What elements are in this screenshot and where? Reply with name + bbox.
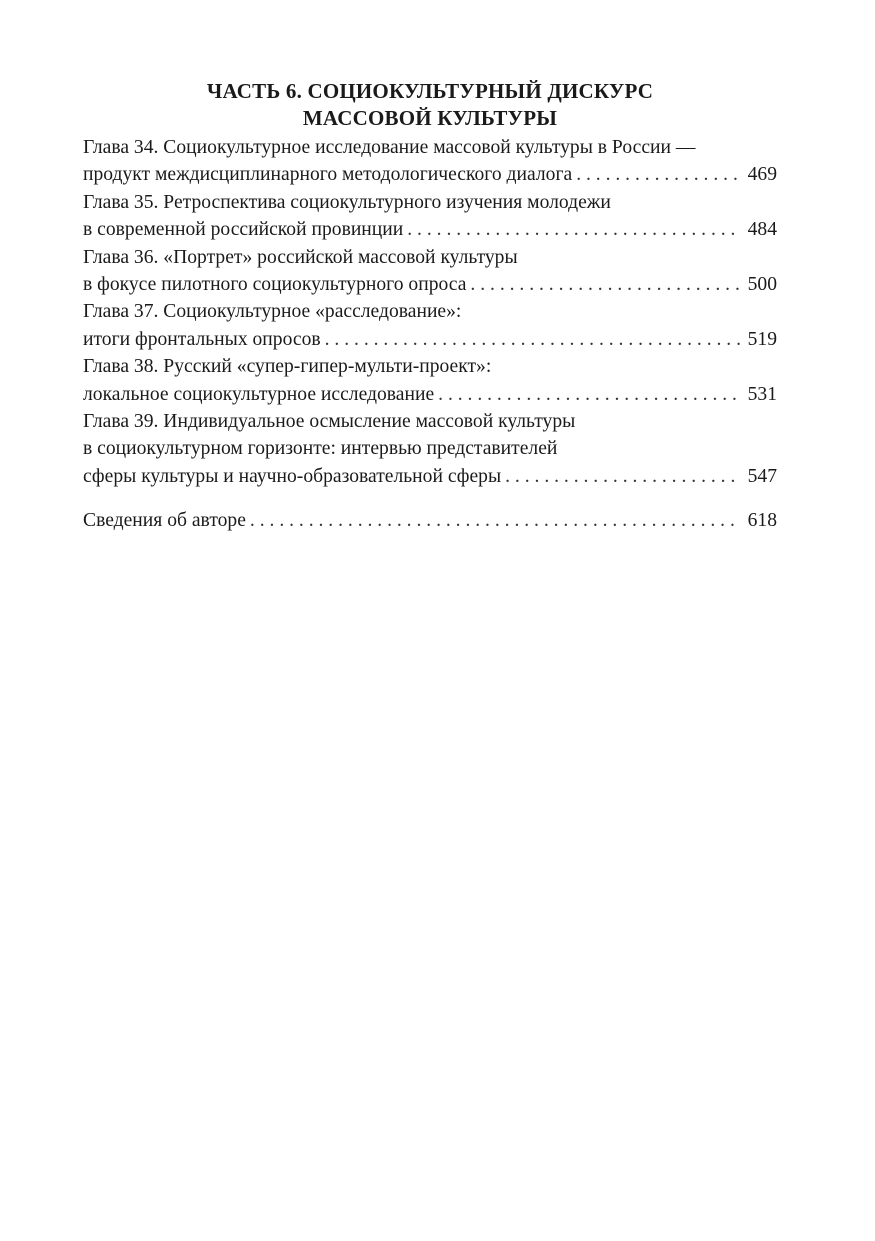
toc-entry-last-line: [83, 507, 777, 534]
toc-entry-title-line: Глава 36. «Портрет» российской массовой культуры: [83, 246, 518, 268]
toc-entry-last-line: [83, 216, 777, 243]
dot-leader: [470, 271, 741, 298]
part-title-line-2: МАССОВОЙ КУЛЬТУРЫ: [302, 106, 558, 130]
toc-entry-title-end: продукт междисциплинарного методологического диалога: [83, 164, 573, 186]
toc-entry-chapter-39[interactable]: [83, 408, 777, 490]
toc-entry-title-line: Глава 35. Ретроспектива социокультурного изучения молодежи: [83, 191, 611, 213]
dot-leader: [250, 507, 741, 534]
toc-entry-title-line: Глава 39. Индивидуальное осмысление массовой культуры: [83, 411, 576, 433]
toc-entry-last-line: [83, 326, 777, 353]
toc-entry-title-end: в фокусе пилотного социокультурного опроса: [83, 274, 467, 296]
toc-page: [83, 78, 777, 535]
toc-entry-title-end: Сведения об авторе: [83, 510, 246, 532]
toc-entry-title-end: в современной российской провинции: [83, 219, 404, 241]
toc-entry-last-line: [83, 463, 777, 490]
toc-entry-title-end: локальное социокультурное исследование: [83, 383, 435, 405]
toc-page-number: 547: [747, 465, 777, 487]
toc-entry-chapter-36[interactable]: [83, 244, 777, 299]
toc-entry-title-line: Глава 37. Социокультурное «расследование»:: [83, 301, 462, 323]
toc-entry-last-line: [83, 161, 777, 188]
part-title-line-1: ЧАСТЬ 6. СОЦИОКУЛЬТУРНЫЙ ДИСКУРС: [206, 79, 654, 103]
toc-page-number: 531: [747, 383, 777, 405]
toc-entry-chapter-37[interactable]: [83, 298, 777, 353]
part-title: [83, 78, 777, 132]
table-of-contents: [83, 134, 777, 535]
dot-leader: [505, 463, 741, 490]
toc-page-number: 469: [747, 164, 777, 186]
dot-leader: [438, 381, 741, 408]
toc-page-number: 519: [747, 328, 777, 350]
toc-entry-title-end: сферы культуры и научно-образовательной сферы: [83, 465, 502, 487]
toc-entry-title-end: итоги фронтальных опросов: [83, 328, 321, 350]
toc-entry-last-line: [83, 271, 777, 298]
toc-page-number: 618: [747, 510, 777, 532]
toc-entry-last-line: [83, 381, 777, 408]
dot-leader: [407, 216, 741, 243]
dot-leader: [576, 161, 741, 188]
toc-page-number: 500: [747, 274, 777, 296]
toc-entry-chapter-38[interactable]: [83, 353, 777, 408]
toc-page-number: 484: [747, 219, 777, 241]
toc-entry-title-line: Глава 34. Социокультурное исследование массовой культуры в России —: [83, 137, 696, 158]
toc-entry-chapter-35[interactable]: [83, 189, 777, 244]
dot-leader: [325, 326, 741, 353]
toc-entry-chapter-34[interactable]: [83, 134, 777, 189]
toc-entry-about-author[interactable]: [83, 507, 777, 534]
toc-entry-title-line: в социокультурном горизонте: интервью представителей: [83, 438, 558, 460]
toc-entry-title-line: Глава 38. Русский «супер-гипер-мульти-проект»:: [83, 356, 492, 378]
